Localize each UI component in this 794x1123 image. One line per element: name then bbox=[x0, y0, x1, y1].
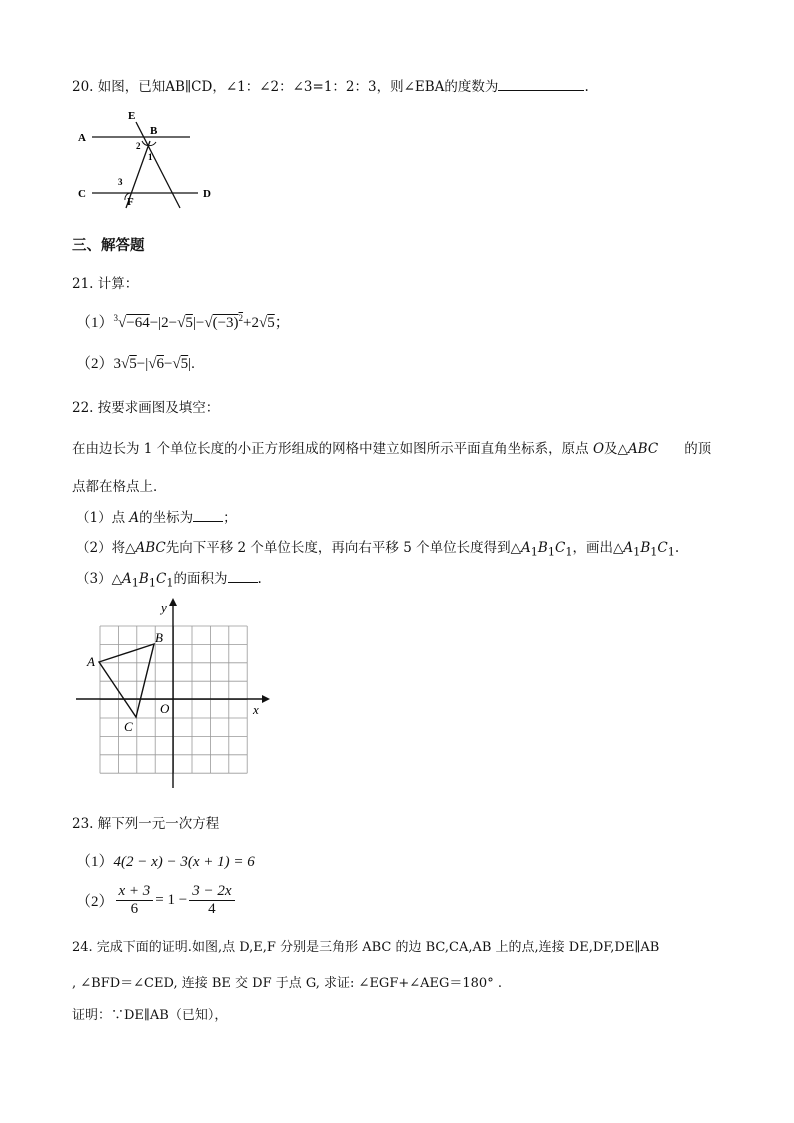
q22-blank-1[interactable] bbox=[193, 507, 223, 522]
q22-blank-3[interactable] bbox=[228, 568, 258, 583]
q22-intro-line2: 点都在格点上． bbox=[72, 479, 167, 495]
label-x: x bbox=[253, 702, 259, 717]
q22-intro-line1: 在由边长为 1 个单位长度的小正方形组成的网格中建立如图所示平面直角坐标系，原点 O及△ABC 的顶 bbox=[72, 441, 712, 457]
label-C: C bbox=[78, 188, 86, 200]
q23-part2: （2） $\frac{x + 3}{6}$ = 1 − $\frac{3 - 2x}{4}$ bbox=[76, 883, 237, 918]
q23-title: 23. 解下列一元一次方程 bbox=[72, 816, 220, 832]
label-1: 1 bbox=[148, 152, 153, 162]
label-C: C bbox=[124, 719, 133, 734]
x-axis-arrow bbox=[262, 695, 270, 703]
label-F: F bbox=[127, 196, 134, 208]
line-eb bbox=[136, 122, 180, 208]
label-A: A bbox=[78, 132, 86, 144]
q22-part2: （2）将△ABC先向下平移 2 个单位长度，再向右平移 5 个单位长度得到$\triangle A_1B_1C_1$，画出$\triangle A_1B_1C_1$. bbox=[76, 540, 680, 559]
fraction-2: $\frac{3 - 2x}{4}$ bbox=[189, 883, 234, 918]
label-2: 2 bbox=[136, 141, 141, 151]
q21-part2: （2）3√5−|√6−√5|. bbox=[76, 356, 195, 372]
fraction-1: $\frac{x + 3}{6}$ bbox=[116, 883, 154, 918]
section-title: 三、解答题 bbox=[72, 237, 145, 254]
q24-line2: , ∠BFD＝∠CED, 连接 BE 交 DF 于点 G, 求证: ∠EGF+∠AEG＝180° . bbox=[72, 976, 502, 991]
q21-title: 21. 计算： bbox=[72, 276, 139, 292]
q22-title: 22. 按要求画图及填空： bbox=[72, 400, 220, 416]
q24-line3: 证明：∵DE∥AB（已知）， bbox=[72, 1008, 228, 1023]
label-E: E bbox=[128, 110, 136, 122]
q20-text: 20. 如图，已知AB∥CD，∠1：∠2：∠3=1：2：3，则∠EBA的度数为 . bbox=[72, 75, 589, 95]
q21-part1: $(1)^3√-64-|2-√5|-√(-3)^2+2√5$； bbox=[76, 313, 290, 331]
label-A: A bbox=[87, 654, 95, 669]
label-D: D bbox=[203, 188, 211, 200]
label-3: 3 bbox=[118, 177, 123, 187]
label-y: y bbox=[161, 600, 167, 615]
q20-figure bbox=[70, 104, 220, 216]
q22-part1: （1）点 A的坐标为 ； bbox=[76, 506, 237, 526]
q24-line1: 24. 完成下面的证明.如图,点 D,E,F 分别是三角形 ABC 的边 BC,CA,AB 上的点,连接 DE,DF,DE∥AB bbox=[72, 940, 660, 955]
label-O: O bbox=[160, 701, 170, 716]
q22-part3: $(3)\triangle A_1B_1C_1$的面积为 . bbox=[76, 567, 262, 590]
q23-part1: （1）4(2 − x) − 3(x + 1) = 6 bbox=[76, 854, 255, 870]
triangle-abc bbox=[99, 644, 154, 717]
q20-answer-blank[interactable] bbox=[498, 76, 584, 91]
y-axis-arrow bbox=[169, 598, 177, 606]
label-B: B bbox=[155, 630, 163, 645]
label-B: B bbox=[150, 125, 158, 137]
q22-coordinate-grid bbox=[70, 598, 270, 790]
